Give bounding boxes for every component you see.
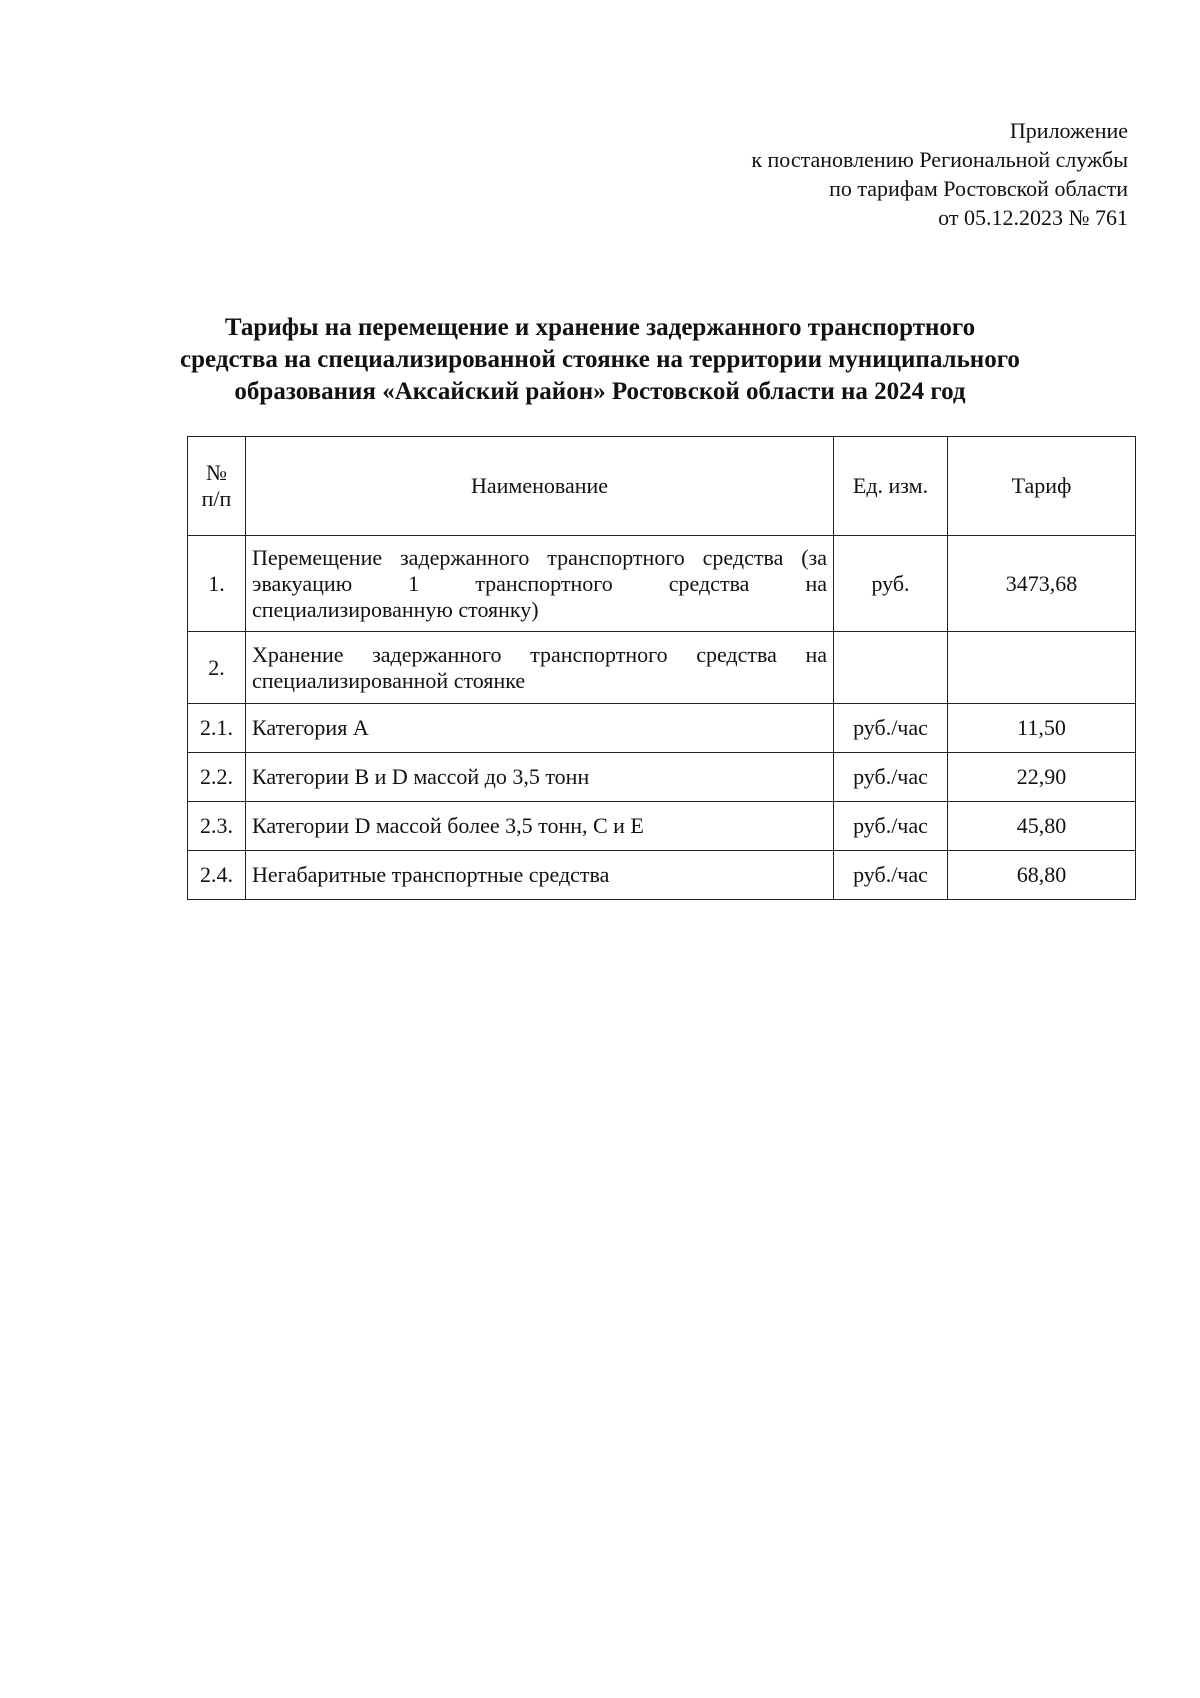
row-tariff: 3473,68 (948, 536, 1136, 632)
row-name: Негабаритные транспортные средства (246, 851, 834, 900)
table-row (188, 802, 1136, 851)
table-row (188, 851, 1136, 900)
row-unit: руб. (834, 536, 948, 632)
row-tariff: 45,80 (948, 802, 1136, 851)
row-number: 2. (188, 632, 246, 704)
row-tariff: 22,90 (948, 753, 1136, 802)
header-number-symbol: № (206, 460, 227, 485)
row-number: 1. (188, 536, 246, 632)
table-header-row (188, 437, 1136, 536)
table-row (188, 632, 1136, 704)
row-unit: руб./час (834, 753, 948, 802)
row-unit: руб./час (834, 704, 948, 753)
table-row (188, 536, 1136, 632)
header-number (188, 437, 246, 536)
row-name: Хранение задержанного транспортного средства на специализированной стоянке (246, 632, 834, 704)
header-unit: Ед. изм. (834, 437, 948, 536)
row-unit: руб./час (834, 851, 948, 900)
appendix-line: от 05.12.2023 № 761 (938, 205, 1128, 230)
row-name: Перемещение задержанного транспортного средства (за эвакуацию 1 транспортного средства на специализированную стоянку) (246, 536, 834, 632)
title-line: средства на специализированной стоянке на территории муниципального (180, 346, 1020, 373)
document-title (150, 312, 1050, 408)
appendix-line: Приложение (1009, 118, 1128, 143)
row-number: 2.2. (188, 753, 246, 802)
row-number: 2.3. (188, 802, 246, 851)
title-line: образования «Аксайский район» Ростовской области на 2024 год (234, 378, 966, 405)
row-tariff: 11,50 (948, 704, 1136, 753)
header-name: Наименование (246, 437, 834, 536)
row-name: Категории D массой более 3,5 тонн, C и E (246, 802, 834, 851)
table-row (188, 753, 1136, 802)
tariff-table (187, 436, 1136, 900)
appendix-line: по тарифам Ростовской области (829, 176, 1128, 201)
row-unit (834, 632, 948, 704)
row-tariff: 68,80 (948, 851, 1136, 900)
row-unit: руб./час (834, 802, 948, 851)
header-tariff: Тариф (948, 437, 1136, 536)
appendix-line: к постановлению Региональной службы (751, 147, 1128, 172)
table-row (188, 704, 1136, 753)
row-name: Категория А (246, 704, 834, 753)
header-number-abbr: п/п (201, 486, 232, 511)
title-line: Тарифы на перемещение и хранение задержанного транспортного (224, 314, 976, 341)
appendix-header (608, 116, 1128, 232)
row-name: Категории B и D массой до 3,5 тонн (246, 753, 834, 802)
row-tariff (948, 632, 1136, 704)
row-number: 2.4. (188, 851, 246, 900)
row-number: 2.1. (188, 704, 246, 753)
